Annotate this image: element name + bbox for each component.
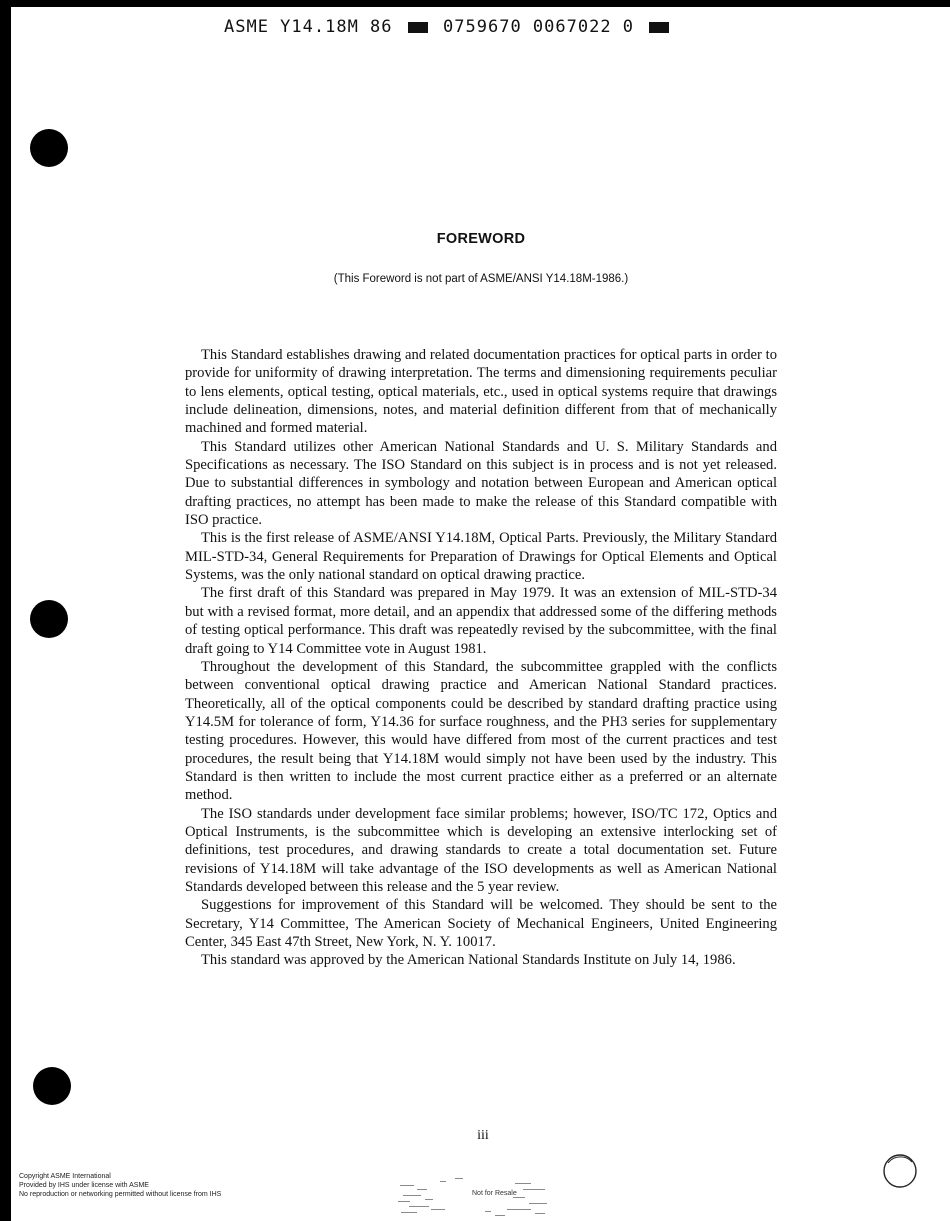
copyright-line: Provided by IHS under license with ASME bbox=[19, 1182, 149, 1190]
paragraph: This standard was approved by the American National Standards Institute on July 14, 1986. bbox=[201, 952, 736, 969]
redaction-block bbox=[649, 22, 669, 33]
registration-ring-icon bbox=[882, 1153, 918, 1189]
paragraph: The first draft of this Standard was prepared in May 1979. It was an extension of MIL-STD-34 but with a revised format, more detail, and an appendix that addressed some of the differing methods of testing optical performance. This draft was repeatedly revised by the subcommittee, with the final draft going to Y14 Committee vote in August 1981. bbox=[185, 585, 777, 657]
document-header bbox=[224, 17, 664, 41]
scan-noise-stamp bbox=[395, 1175, 565, 1219]
paragraph: Throughout the development of this Standard, the subcommittee grappled with the conflicts between conventional optical drawing practice and American National Standard practices. Theoretically, all of the optical components could be described by standard drafting practice using Y14.5M for tolerance of form, Y14.36 for surface roughness, and the PH3 series for supplementary testing procedures. However, this would have differed from most of the current practices and test procedures, the result being that Y14.18M would simply not have been used by the industry. This Standard is then written to include the most current practice either as a preferred or an alternate method. bbox=[185, 658, 777, 804]
copyright-line: Copyright ASME International bbox=[19, 1173, 111, 1180]
punch-hole-bottom bbox=[33, 1067, 71, 1105]
paragraph: This Standard establishes drawing and related documentation practices for optical parts in order to provide for uniformity of drawing interpretation. The terms and dimensioning requirements peculiar to lens elements, optical testing, optical materials, etc., used in optical systems require that drawings include delineation, dimensions, notes, and material definition different from that of mechanically machined and formed material. bbox=[185, 347, 777, 437]
scan-edge-top bbox=[0, 0, 950, 7]
page-number: iii bbox=[477, 1128, 489, 1143]
paragraph: This Standard utilizes other American National Standards and U. S. Military Standards and Specifications as necessary. The ISO Standard on this subject is in process and is not yet released. Due to substantial differences in symbology and notation between European and American optical drafting practices, no attempt has been made to make the release of this Standard compatible with ISO practice. bbox=[185, 438, 777, 529]
paragraph: The ISO standards under development face similar problems; however, ISO/TC 172, Optics and Optical Instruments, is the subcommittee which is developing an extensive interlocking set of definitions, test procedures, and drawing standards to create a total documentation set. Future revisions of Y14.18M will take advantage of the ISO developments as well as American National Standards developed between this release and the 5 year review. bbox=[185, 805, 777, 895]
copyright-notice bbox=[19, 1172, 339, 1200]
punch-hole-middle bbox=[30, 600, 68, 638]
page-title: FOREWORD bbox=[436, 231, 526, 247]
paragraph: Suggestions for improvement of this Standard will be welcomed. They should be sent to the Secretary, Y14 Committee, The American Society of Mechanical Engineers, United Engineering Center, 345 East 47th Street, New York, N. Y. 10017. bbox=[185, 897, 777, 950]
page-subtitle: (This Foreword is not part of ASME/ANSI Y14.18M-1986.) bbox=[333, 273, 629, 285]
copyright-line: No reproduction or networking permitted without license from IHS bbox=[19, 1191, 222, 1199]
header-doc-code: ASME Y14.18M 86 bbox=[224, 17, 393, 37]
paragraph: This is the first release of ASME/ANSI Y14.18M, Optical Parts. Previously, the Military Standard MIL-STD-34, General Requirements for Preparation of Drawings for Optical Elements and Optical Systems, was the only national standard on optical drawing practice. bbox=[185, 530, 777, 584]
foreword-body bbox=[185, 346, 777, 970]
resale-notice: Not for Resale bbox=[472, 1190, 517, 1197]
scan-edge-left bbox=[0, 0, 11, 1221]
header-id-numbers: 0759670 0067022 0 bbox=[443, 17, 635, 37]
punch-hole-top bbox=[30, 129, 68, 167]
redaction-block bbox=[408, 22, 428, 33]
